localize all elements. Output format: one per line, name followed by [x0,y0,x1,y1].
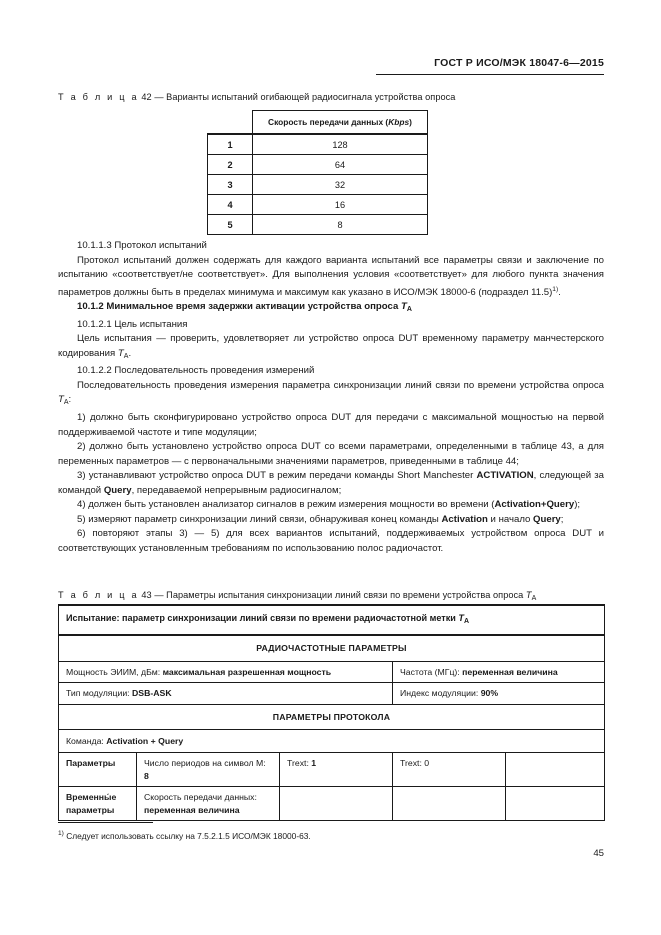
table-43-eirp-value: максимальная разрешенная мощность [162,666,332,677]
footnote-marker: 1) [58,830,64,837]
paragraph-10-1-2-1-end: . [128,347,132,359]
table-43-params-trext1-cell [280,753,393,787]
step-6: 6) повторяют этапы 3) — 5) для всех вариантов испытаний, поддерживаемых устройством опроса DUT и соответствующих установленным требованиям по использованию полос радиочастот. [58,528,604,554]
paragraph-10-1-2-1-symbol: T [117,347,124,359]
table-42-row-value: 128 [253,134,428,155]
table-43 [58,604,604,821]
table-43-command-cell [59,730,605,753]
table-43-frequency-value: переменная величина [462,666,558,677]
table-43-params-trext0-cell: Trext: 0 [393,753,506,787]
table-42-row-index: 2 [208,155,253,175]
table-43-modulation-type-value: DSB-ASK [132,688,172,699]
table-43-caption-symbol: T [525,590,532,600]
body-text-block [58,239,604,556]
heading-10-1-1-3: 10.1.1.3 Протокол испытаний [77,240,207,251]
step-2: 2) должно быть установлено устройство опроса DUT со всеми параметрами, определенными в таблице 43, а для переменных параметров — с первоначальными значениями параметров, приведенными в таблице 44; [58,441,604,467]
table-43-modulation-type-label: Тип модуляции: [66,688,133,699]
step-5-query: Query [533,513,561,525]
footnote-reference-1: 1) [552,285,559,293]
paragraph-10-1-1-3-text: Протокол испытаний должен содержать для каждого варианта испытаний все параметры связи и заключение по испытанию «соответствует/не соответствует». Для выполнения условия «соответствует» для любого пункта значения параметров должны быть в пределах минимума и максимум как указано в ИСО/МЭК 18000-6 (подраздел 11.5) [58,254,604,298]
table-42-row-value: 32 [253,175,428,195]
step-5-a: 5) измеряют параметр синхронизации линий связи, обнаруживая конец команды [77,513,442,525]
step-3-c: , следующей за командой [58,470,604,496]
step-5-c: и начало [487,513,534,525]
table-43-caption-prefix: Т а б л и ц а [58,590,139,600]
table-43-params-trext1-value: 1 [311,758,317,769]
step-5-e: ; [560,513,564,525]
table-43-time-datarate-value: переменная величина [144,804,240,815]
page-header-standard-title: ГОСТ Р ИСО/МЭК 18047-6—2015 [434,57,604,69]
table-42-header-blank [208,111,253,135]
heading-10-1-2-2: 10.1.2.2 Последовательность проведения измерений [77,365,315,377]
table-42-caption-number: 42 [141,92,152,102]
table-43-title-text: Испытание: параметр синхронизации линий связи по времени радиочастотной метки [66,613,459,623]
table-row [208,155,428,175]
table-row [208,215,428,235]
paragraph-10-1-2-2 [58,379,604,411]
paragraph-10-1-2-2-end: : [68,394,72,406]
table-row [208,195,428,215]
table-row [59,683,605,704]
table-42-row-index: 3 [208,175,253,195]
table-42-caption [58,91,604,103]
header-divider [376,74,604,75]
step-3-query: Query [103,484,132,496]
step-3-a: 3) устанавливают устройство опроса DUT в режим передачи команды Short Manchester [77,470,477,482]
table-43-command-value: Activation + Query [106,736,184,747]
table-row [208,175,428,195]
table-42-header-data-rate [253,111,428,135]
table-43-caption-subscript: A [531,595,537,602]
step-4-c: ); [574,499,581,511]
table-row [208,134,428,155]
step-5 [58,513,604,528]
table-42-header-data-rate-close: ) [409,117,412,127]
table-42-row-index: 1 [208,134,253,155]
step-3 [58,469,604,498]
heading-10-1-2 [58,300,604,318]
table-42 [207,110,428,235]
table-row [59,787,605,821]
table-43-title-subscript: A [463,618,470,625]
table-43-section-protocol-row [59,704,605,729]
footnote-text: Следует использовать ссылку на 7.5.2.1.5 ИСО/МЭК 18000-63. [63,831,311,841]
table-42-caption-text: Варианты испытаний огибающей радиосигнала устройства опроса [166,92,456,102]
table-43-params-row-label: Параметры [59,753,137,787]
table-43-params-symbols-value: 8 [144,770,149,781]
table-42-row-index: 5 [208,215,253,235]
table-43-command-label: Команда: [66,736,107,747]
table-43-params-symbols-cell [137,753,280,787]
step-3-activation: ACTIVATION [476,470,534,482]
table-42-caption-prefix: Т а б л и ц а [58,92,139,102]
table-43-title [59,605,605,635]
table-43-time-datarate-cell [137,787,280,821]
table-43-params-trext1-label: Trext: [287,758,312,769]
paragraph-10-1-2-1-subscript: A [123,352,129,360]
paragraph-10-1-2-2-symbol: T [58,394,64,406]
table-43-caption-text: Параметры испытания синхронизации линий связи по времени устройства опроса [166,590,526,600]
table-42-header-data-rate-unit: Kbps [388,117,410,127]
table-43-params-empty-cell [506,753,605,787]
table-42-header-row [208,111,428,135]
paragraph-10-1-2-2-subscript: A [63,399,69,407]
page-number: 45 [593,848,604,859]
table-row [59,753,605,787]
step-1: 1) должно быть сконфигурировано устройство опроса DUT для передачи с максимальной мощностью на первой поддерживаемой частоте и типе модуляции; [58,412,604,438]
step-4-activation-query: Activation+Query [494,499,575,511]
table-42-caption-dash: — [154,92,164,102]
table-43-caption [58,589,604,605]
table-43-modulation-index-label: Индекс модуляции: [400,688,481,699]
table-43-section-rf-row [59,635,605,661]
table-43-caption-number: 43 [141,590,152,600]
step-3-e: , передаваемой непрерывным радиосигналом; [131,484,342,496]
table-43-title-symbol: T [458,613,464,623]
paragraph-10-1-1-3-end: . [558,286,561,298]
heading-10-1-2-subscript: A [406,306,412,314]
paragraph-10-1-2-2-start: Последовательность проведения измерения параметра синхронизации линий связи по времени устройства опроса [77,379,604,391]
table-43-modulation-index-cell [393,683,605,704]
table-42-row-value: 64 [253,155,428,175]
table-43-eirp-label: Мощность ЭИИМ, дБм: [66,666,163,677]
table-43-section-rf: РАДИОЧАСТОТНЫЕ ПАРАМЕТРЫ [59,635,605,661]
heading-10-1-2-text: 10.1.2 Минимальное время задержки активации устройства опроса [77,301,401,313]
table-42-row-index: 4 [208,195,253,215]
step-4-a: 4) должен быть установлен анализатор сигналов в режим измерения мощности во времени ( [77,499,495,511]
table-43-title-row [59,605,605,635]
paragraph-10-1-2-1 [58,332,604,364]
table-43-frequency-label: Частота (МГц): [400,666,463,677]
table-43-params-symbols-label: Число периодов на символ M: [144,758,266,769]
table-43-modulation-type-cell [59,683,393,704]
table-43-time-datarate-label: Скорость передачи данных: [144,792,257,803]
table-43-time-empty-cell-2 [393,787,506,821]
table-43-time-row-label: Временны́е параметры [59,787,137,821]
footnote-1 [58,828,604,842]
table-43-caption-dash: — [154,590,164,600]
table-42-row-value: 16 [253,195,428,215]
table-43-eirp-cell [59,661,393,682]
footnote-divider [58,822,153,823]
table-43-time-empty-cell-3 [506,787,605,821]
table-43-modulation-index-value: 90% [480,688,499,699]
table-43-section-protocol: ПАРАМЕТРЫ ПРОТОКОЛА [59,704,605,729]
table-43-time-empty-cell-1 [280,787,393,821]
table-42-row-value: 8 [253,215,428,235]
step-4 [58,498,604,513]
step-5-activation: Activation [441,513,488,525]
table-row [59,661,605,682]
paragraph-10-1-1-3 [58,254,604,301]
heading-10-1-2-symbol: T [400,301,407,313]
table-43-frequency-cell [393,661,605,682]
table-42-header-data-rate-label: Скорость передачи данных ( [268,117,389,127]
paragraph-10-1-2-1-start: Цель испытания — проверить, удовлетворяет ли устройство опроса DUT временному параметру манчестерского кодирования [58,333,604,359]
table-row [59,730,605,753]
heading-10-1-2-1: 10.1.2.1 Цель испытания [77,318,188,330]
